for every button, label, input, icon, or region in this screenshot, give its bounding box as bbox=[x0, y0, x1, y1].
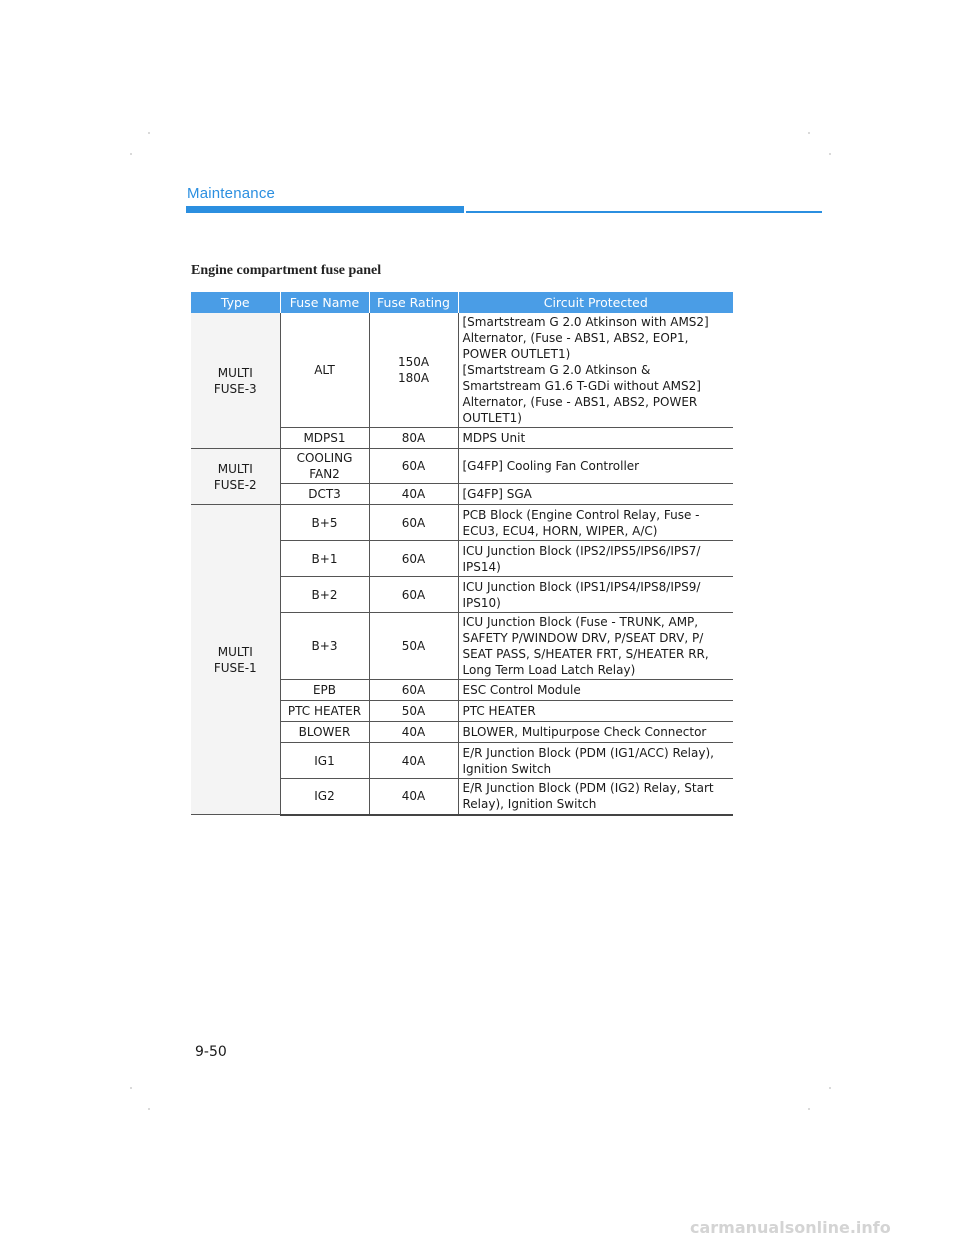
fuse-type-cell: MULTI FUSE-1 bbox=[191, 505, 280, 815]
column-header-fuse-rating: Fuse Rating bbox=[369, 292, 458, 313]
circuit-protected-cell: PTC HEATER bbox=[458, 701, 733, 722]
circuit-protected-cell: BLOWER, Multipurpose Check Connector bbox=[458, 722, 733, 743]
circuit-protected-cell: PCB Block (Engine Control Relay, Fuse - ECU3, ECU4, HORN, WIPER, A/C) bbox=[458, 505, 733, 541]
fuse-name-cell: ALT bbox=[280, 313, 369, 428]
fuse-name-cell: MDPS1 bbox=[280, 428, 369, 449]
fuse-name-cell: PTC HEATER bbox=[280, 701, 369, 722]
fuse-name-cell: COOLING FAN2 bbox=[280, 449, 369, 484]
circuit-protected-cell: ICU Junction Block (Fuse - TRUNK, AMP, SAFETY P/WINDOW DRV, P/SEAT DRV, P/ SEAT PASS, S/HEATER FRT, S/HEATER RR, Long Term Load Latch Relay) bbox=[458, 613, 733, 680]
fuse-table-body bbox=[191, 313, 733, 815]
header-rule-thick bbox=[186, 206, 464, 213]
circuit-protected-cell: MDPS Unit bbox=[458, 428, 733, 449]
header-rule-thin bbox=[466, 211, 822, 213]
fuse-name-cell: IG1 bbox=[280, 743, 369, 779]
crop-mark bbox=[808, 1108, 810, 1110]
fuse-rating-cell: 80A bbox=[369, 428, 458, 449]
watermark: carmanualsonline.info bbox=[690, 1218, 891, 1237]
circuit-protected-cell: ESC Control Module bbox=[458, 680, 733, 701]
section-title: Maintenance bbox=[187, 185, 276, 202]
circuit-protected-cell: [G4FP] Cooling Fan Controller bbox=[458, 449, 733, 484]
table-header-row bbox=[191, 292, 733, 313]
page-number: 9-50 bbox=[195, 1044, 227, 1060]
crop-mark bbox=[148, 132, 150, 134]
fuse-table bbox=[191, 292, 733, 816]
fuse-rating-cell: 40A bbox=[369, 722, 458, 743]
fuse-name-cell: DCT3 bbox=[280, 484, 369, 505]
fuse-name-cell: B+5 bbox=[280, 505, 369, 541]
fuse-rating-cell: 60A bbox=[369, 680, 458, 701]
fuse-rating-cell: 40A bbox=[369, 743, 458, 779]
fuse-rating-cell: 40A bbox=[369, 484, 458, 505]
fuse-rating-cell: 60A bbox=[369, 577, 458, 613]
column-header-type: Type bbox=[191, 292, 280, 313]
column-header-circuit: Circuit Protected bbox=[458, 292, 733, 313]
fuse-rating-cell: 60A bbox=[369, 541, 458, 577]
fuse-name-cell: B+3 bbox=[280, 613, 369, 680]
crop-mark bbox=[130, 1087, 132, 1089]
circuit-protected-cell: E/R Junction Block (PDM (IG1/ACC) Relay), Ignition Switch bbox=[458, 743, 733, 779]
crop-mark bbox=[808, 132, 810, 134]
fuse-rating-cell: 50A bbox=[369, 613, 458, 680]
fuse-name-cell: B+2 bbox=[280, 577, 369, 613]
fuse-name-cell: EPB bbox=[280, 680, 369, 701]
fuse-rating-cell: 40A bbox=[369, 779, 458, 815]
fuse-type-cell: MULTI FUSE-3 bbox=[191, 313, 280, 449]
table-row bbox=[191, 449, 733, 484]
fuse-type-cell: MULTI FUSE-2 bbox=[191, 449, 280, 505]
table-heading: Engine compartment fuse panel bbox=[191, 263, 382, 278]
circuit-protected-cell: ICU Junction Block (IPS2/IPS5/IPS6/IPS7/ IPS14) bbox=[458, 541, 733, 577]
fuse-name-cell: B+1 bbox=[280, 541, 369, 577]
fuse-rating-cell: 60A bbox=[369, 505, 458, 541]
fuse-name-cell: IG2 bbox=[280, 779, 369, 815]
table-row bbox=[191, 313, 733, 428]
crop-mark bbox=[148, 1108, 150, 1110]
fuse-name-cell: BLOWER bbox=[280, 722, 369, 743]
crop-mark bbox=[829, 153, 831, 155]
crop-mark bbox=[130, 153, 132, 155]
fuse-rating-cell: 60A bbox=[369, 449, 458, 484]
circuit-protected-cell: ICU Junction Block (IPS1/IPS4/IPS8/IPS9/ IPS10) bbox=[458, 577, 733, 613]
fuse-rating-cell: 50A bbox=[369, 701, 458, 722]
fuse-rating-cell: 150A 180A bbox=[369, 313, 458, 428]
table-row bbox=[191, 505, 733, 541]
crop-mark bbox=[829, 1087, 831, 1089]
circuit-protected-cell: [G4FP] SGA bbox=[458, 484, 733, 505]
column-header-fuse-name: Fuse Name bbox=[280, 292, 369, 313]
circuit-protected-cell: E/R Junction Block (PDM (IG2) Relay, Start Relay), Ignition Switch bbox=[458, 779, 733, 815]
circuit-protected-cell: [Smartstream G 2.0 Atkinson with AMS2] Alternator, (Fuse - ABS1, ABS2, EOP1, POWER OUTLET1) [Smartstream G 2.0 Atkinson & Smartstream G1.6 T-GDi without AMS2] Alternator, (Fuse - ABS1, ABS2, POWER OUTLET1) bbox=[458, 313, 733, 428]
